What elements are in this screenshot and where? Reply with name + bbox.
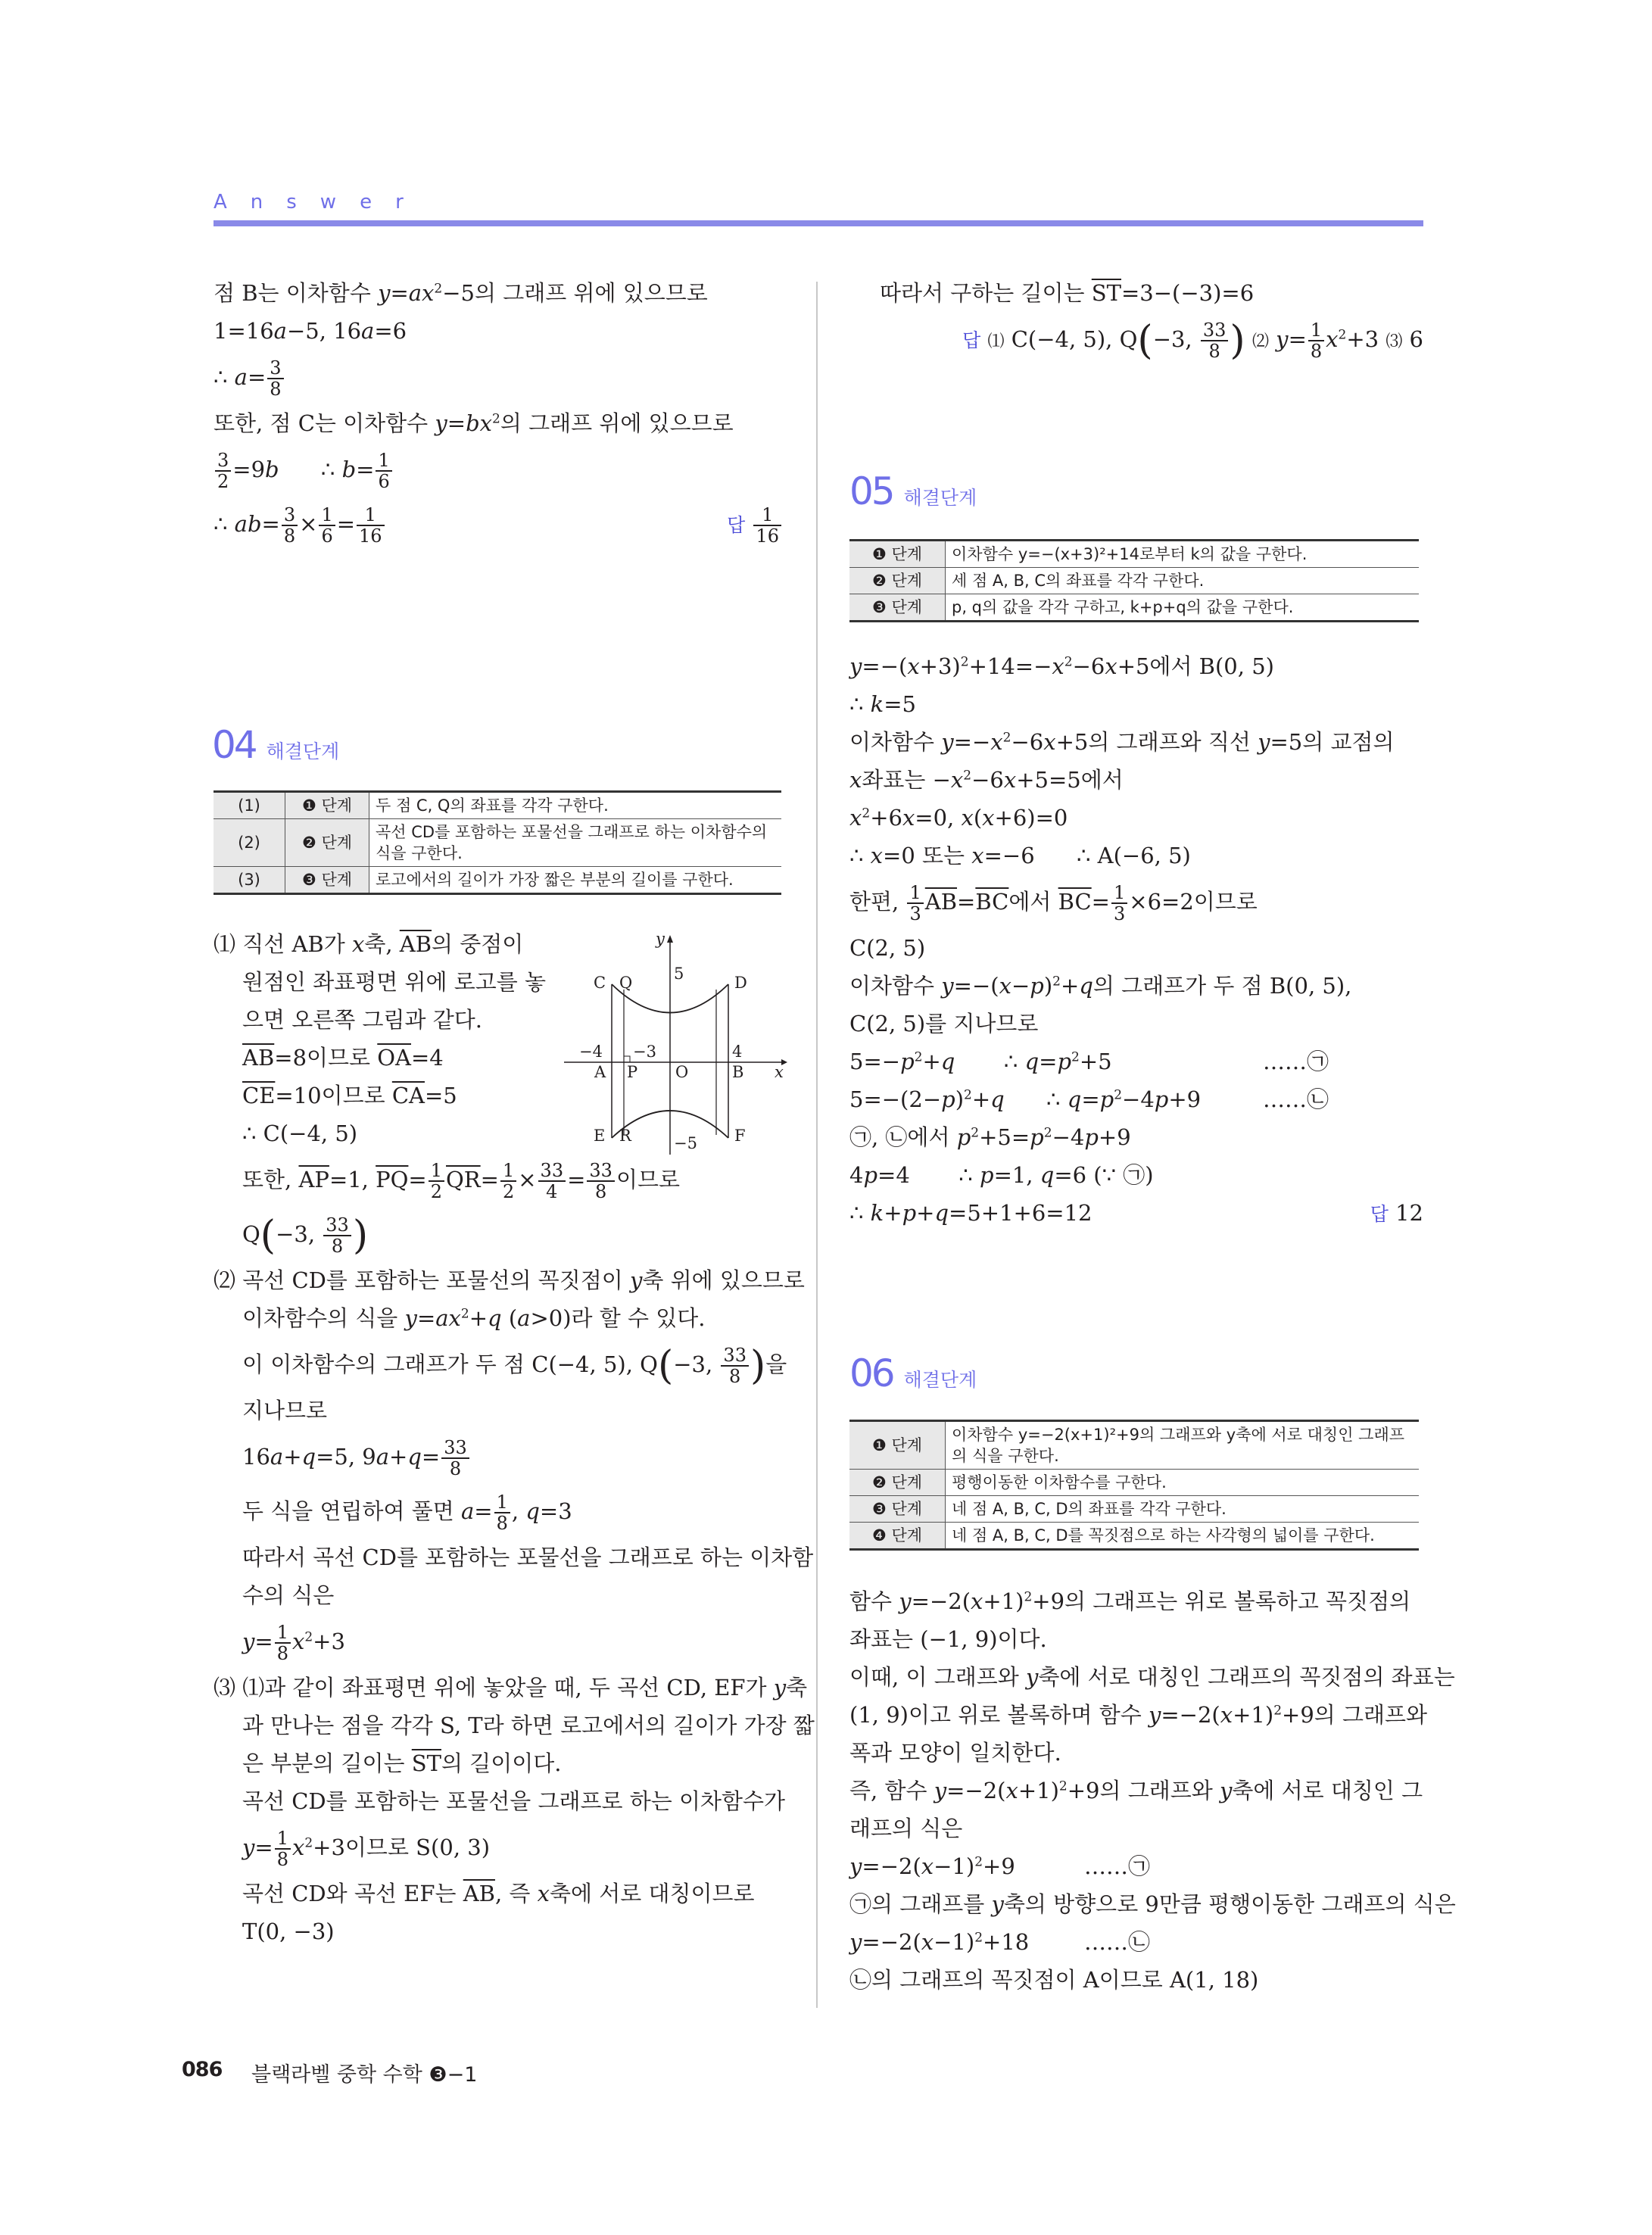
body-line: x좌표는 $-x^2-6x+5=5$에서	[849, 767, 1124, 793]
label-F: F	[734, 1127, 746, 1145]
label-B: B	[732, 1063, 744, 1081]
header-rule	[214, 220, 1423, 226]
label-4: 4	[732, 1043, 743, 1061]
step-desc: 네 점 A, B, C, D의 좌표를 각각 구한다.	[946, 1496, 1420, 1523]
body-line: 곡선 CD와 곡선 EF는 $\overline{AB}$, 즉 x축에 서로 대칭이므로	[242, 1881, 755, 1906]
step-label: ❸ 단계	[285, 867, 369, 894]
body-line: 즉, 함수 $y=-2(x+1)^2+9$의 그래프와 y축에 서로 대칭인 그	[849, 1778, 1423, 1803]
body-line: 원점인 좌표평면 위에 로고를 놓	[242, 969, 547, 995]
label-x: x	[775, 1063, 784, 1081]
label-E: E	[594, 1127, 606, 1145]
label-D: D	[734, 974, 747, 992]
label-minus5: −5	[674, 1134, 697, 1152]
step-label: ❷ 단계	[849, 568, 946, 594]
label-O: O	[675, 1063, 689, 1081]
answer-mark: 답	[727, 514, 746, 536]
label-5: 5	[674, 965, 684, 983]
body-line: $5=-p^2+q$ ∴ $q=p^2+5$ ……㉠	[849, 1049, 1329, 1074]
step-row	[849, 1470, 1419, 1496]
body-line: C(2, 5)를 지나므로	[849, 1011, 1039, 1036]
step-label: ❷ 단계	[285, 819, 369, 867]
body-line: 한편, $\frac{1}{3}$ $\overline{AB}=\overline{BC}$에서 $\overline{BC}=$ $\frac{1}{3}$ ×6=2이므로	[849, 882, 1258, 924]
step-desc: 두 점 C, Q의 좌표를 각각 구한다.	[369, 792, 782, 819]
body-line: ∴ k=5	[849, 691, 916, 717]
step-desc: 이차함수 y=−(x+3)²+14로부터 k의 값을 구한다.	[946, 541, 1420, 568]
body-line: ∴ k+p+q=5+1+6=12 답 12	[849, 1200, 1423, 1226]
body-line: ⑴ 직선 AB가 x축, $\overline{AB}$의 중점이	[214, 931, 524, 957]
label-C: C	[594, 974, 606, 992]
step-part: (3)	[214, 867, 285, 894]
step-label: ❶ 단계	[849, 541, 946, 568]
body-line: ∴ x=0 또는 x=−6 ∴ A(−6, 5)	[849, 843, 1191, 868]
body-line: ㉡의 그래프의 꼭짓점이 A이므로 A(1, 18)	[849, 1967, 1259, 1993]
section-06-header	[849, 1351, 977, 1395]
body-line: 수의 식은	[242, 1582, 335, 1608]
section-05-header	[849, 469, 977, 513]
label-R: R	[619, 1127, 631, 1145]
page-number: 086	[182, 2058, 223, 2081]
body-line: Q(−3, $\frac{33}{8}$ )	[242, 1213, 369, 1258]
body-line: ⑶ ⑴과 같이 좌표평면 위에 놓았을 때, 두 곡선 CD, EF가 y축	[214, 1675, 808, 1700]
step-label: ❶ 단계	[285, 792, 369, 819]
intro-line: ∴ ab= $\frac{3}{8}$ × $\frac{1}{6}$ = $\frac{1}{16}$ 답 $\frac{1}{16}$	[214, 497, 783, 551]
body-line: T(0, −3)	[242, 1919, 335, 1944]
body-line: 따라서 곡선 CD를 포함하는 포물선을 그래프로 하는 이차함	[242, 1545, 814, 1570]
body-line: $y=-2(x-1)^2+9$ ……㉠	[849, 1853, 1151, 1879]
cont-answer: 답 ⑴ C(−4, 5), Q(−3, $\frac{33}{8}$ ) ⑵ y= $\frac{1}{8}$ $x^2+3$ ⑶ 6	[962, 318, 1423, 363]
body-line: $\overline{AB}=8$이므로 $\overline{OA}=4$	[242, 1045, 444, 1071]
body-line: 좌표는 (−1, 9)이다.	[849, 1626, 1047, 1652]
body-line: 은 부분의 길이는 $\overline{ST}$의 길이이다.	[242, 1750, 562, 1776]
step-row	[849, 568, 1419, 594]
cont-line: 따라서 구하는 길이는 $\overline{ST}=3-(-3)=6$	[880, 280, 1255, 306]
section-number: 06	[849, 1351, 893, 1395]
body-line: 지나므로	[242, 1398, 328, 1423]
book-title: 블랙라벨 중학 수학 ❸−1	[251, 2063, 478, 2087]
body-line: 16a+q=5, 9a+q= $\frac{33}{8}$	[214, 1429, 789, 1484]
body-line: y= $\frac{1}{8}$ $x^2+3$이므로 S(0, 3)	[242, 1828, 491, 1870]
body-line: 이차함수의 식을 $y=ax^2+q$ (a>0)라 할 수 있다.	[242, 1305, 706, 1331]
body-line: 이때, 이 그래프와 y축에 서로 대칭인 그래프의 꼭짓점의 좌표는	[849, 1664, 1455, 1690]
section-05-body	[849, 647, 1423, 1232]
step-label: ❶ 단계	[849, 1421, 946, 1470]
step-label: ❸ 단계	[849, 594, 946, 622]
step-row	[214, 867, 781, 894]
step-part: (2)	[214, 819, 285, 867]
right-angle-mark	[624, 1056, 630, 1062]
body-line: $y=-(x+3)^2+14=-x^2-6x+5$에서 B(0, 5)	[849, 653, 1274, 679]
body-line: C(2, 5)	[849, 935, 926, 961]
body-line: 두 식을 연립하여 풀면 a= $\frac{1}{8}$ , q=3	[242, 1492, 572, 1534]
section-04-steps-table	[214, 790, 781, 895]
section-label: 해결단계	[266, 740, 340, 762]
body-line: (1, 9)이고 위로 볼록하며 함수 $y=-2(x+1)^2+9$의 그래프와	[849, 1702, 1428, 1728]
header-title: Answer	[214, 191, 427, 214]
body-line: ㉠의 그래프를 y축의 방향으로 9만큼 평행이동한 그래프의 식은	[849, 1891, 1456, 1917]
right-column-continuation	[849, 274, 1423, 366]
section-number: 05	[849, 469, 893, 513]
label-minus3: −3	[633, 1043, 656, 1061]
body-line: 폭과 모양이 일치한다.	[849, 1740, 1061, 1766]
step-row	[849, 1523, 1419, 1550]
body-line: 함수 $y=-2(x+1)^2+9$의 그래프는 위로 볼록하고 꼭짓점의	[849, 1588, 1411, 1614]
step-desc: 평행이동한 이차함수를 구한다.	[946, 1470, 1420, 1496]
step-part: (1)	[214, 792, 285, 819]
step-desc: 세 점 A, B, C의 좌표를 각각 구한다.	[946, 568, 1420, 594]
section-04-header	[212, 723, 339, 767]
body-line: 래프의 식은	[849, 1816, 963, 1841]
step-desc: 로고에서의 길이가 가장 짧은 부분의 길이를 구한다.	[369, 867, 782, 894]
body-line: 이차함수 $y=-(x-p)^2+q$의 그래프가 두 점 B(0, 5),	[849, 973, 1352, 999]
label-A: A	[594, 1063, 606, 1081]
section-05-steps-table	[849, 539, 1419, 622]
step-row	[849, 1421, 1419, 1470]
section-06-body	[849, 1582, 1456, 1999]
label-P: P	[627, 1063, 638, 1081]
step-desc: 네 점 A, B, C, D를 꼭짓점으로 하는 사각형의 넓이를 구한다.	[946, 1523, 1420, 1550]
body-line: 이차함수 $y=-x^2-6x+5$의 그래프와 직선 y=5의 교점의	[849, 729, 1395, 755]
body-line: 이 이차함수의 그래프가 두 점 C(−4, 5), Q(−3, $\frac{33}{8}$ )을	[242, 1343, 787, 1389]
section-label: 해결단계	[903, 487, 977, 509]
intro-line: 또한, 점 C는 이차함수 $y=bx^2$의 그래프 위에 있으므로	[214, 410, 734, 436]
body-line: ⑵ 곡선 CD를 포함하는 포물선의 꼭짓점이 y축 위에 있으므로	[214, 1267, 805, 1293]
body-line: 곡선 CD를 포함하는 포물선을 그래프로 하는 이차함수가	[242, 1788, 786, 1814]
body-line: $\overline{CE}=10$이므로 $\overline{CA}=5$	[242, 1083, 457, 1108]
left-column	[214, 274, 783, 551]
section-06-steps-table	[849, 1420, 1419, 1551]
column-divider	[816, 282, 818, 2008]
y-axis-arrow	[667, 935, 673, 943]
step-desc: 이차함수 y=−2(x+1)²+9의 그래프와 y축에 서로 대칭인 그래프의 식을 구한다.	[946, 1421, 1420, 1470]
logo-coordinate-figure	[560, 927, 787, 1162]
body-line: $x^2+6x=0$, x(x+6)=0	[849, 805, 1068, 831]
section-label: 해결단계	[903, 1369, 977, 1391]
body-line: $5=-(2-p)^2+q$ ∴ $q=p^2-4p+9$ ……㉡	[849, 1086, 1329, 1112]
label-minus4: −4	[579, 1043, 603, 1061]
body-line: ∴ C(−4, 5)	[242, 1121, 358, 1146]
body-line: $y=-2(x-1)^2+18$ ……㉡	[849, 1929, 1151, 1955]
step-row	[849, 541, 1419, 568]
body-line: y= $\frac{1}{8}$ $x^2+3$	[242, 1622, 345, 1664]
intro-line: $\frac{3}{2}$ =9b ∴ b= $\frac{1}{6}$	[214, 442, 783, 497]
body-line: 또한, $\overline{AP}=1$, $\overline{PQ}=$ $\frac{1}{2}$ $\overline{QR}=$ $\frac{1}{2}$ × $\frac{33}{4}$ = $\frac{33}{8}$ 이므로	[242, 1160, 680, 1202]
step-desc: 곡선 CD를 포함하는 포물선을 그래프로 하는 이차함수의 식을 구한다.	[369, 819, 782, 867]
step-row	[849, 594, 1419, 622]
intro-line: ∴ a= $\frac{3}{8}$	[214, 350, 783, 404]
body-line: ㉠, ㉡에서 $p^2+5=p^2-4p+9$	[849, 1124, 1131, 1150]
label-Q: Q	[619, 974, 633, 992]
step-label: ❹ 단계	[849, 1523, 946, 1550]
step-row	[214, 792, 781, 819]
body-line: 4p=4 ∴ p=1, q=6 (∵ ㉠)	[849, 1162, 1154, 1188]
section-number: 04	[212, 723, 256, 767]
step-row	[849, 1496, 1419, 1523]
body-line: 으면 오른쪽 그림과 같다.	[242, 1007, 483, 1033]
body-line: 과 만나는 점을 각각 S, T라 하면 로고에서의 길이가 가장 짧	[242, 1713, 815, 1738]
step-row	[214, 819, 781, 867]
intro-line: 점 B는 이차함수 $y=ax^2-5$의 그래프 위에 있으므로	[214, 280, 708, 306]
intro-line: 1=16a−5, 16a=6	[214, 318, 407, 344]
step-label: ❷ 단계	[849, 1470, 946, 1496]
step-desc: p, q의 값을 각각 구하고, k+p+q의 값을 구한다.	[946, 594, 1420, 622]
label-y: y	[656, 930, 665, 948]
step-label: ❸ 단계	[849, 1496, 946, 1523]
